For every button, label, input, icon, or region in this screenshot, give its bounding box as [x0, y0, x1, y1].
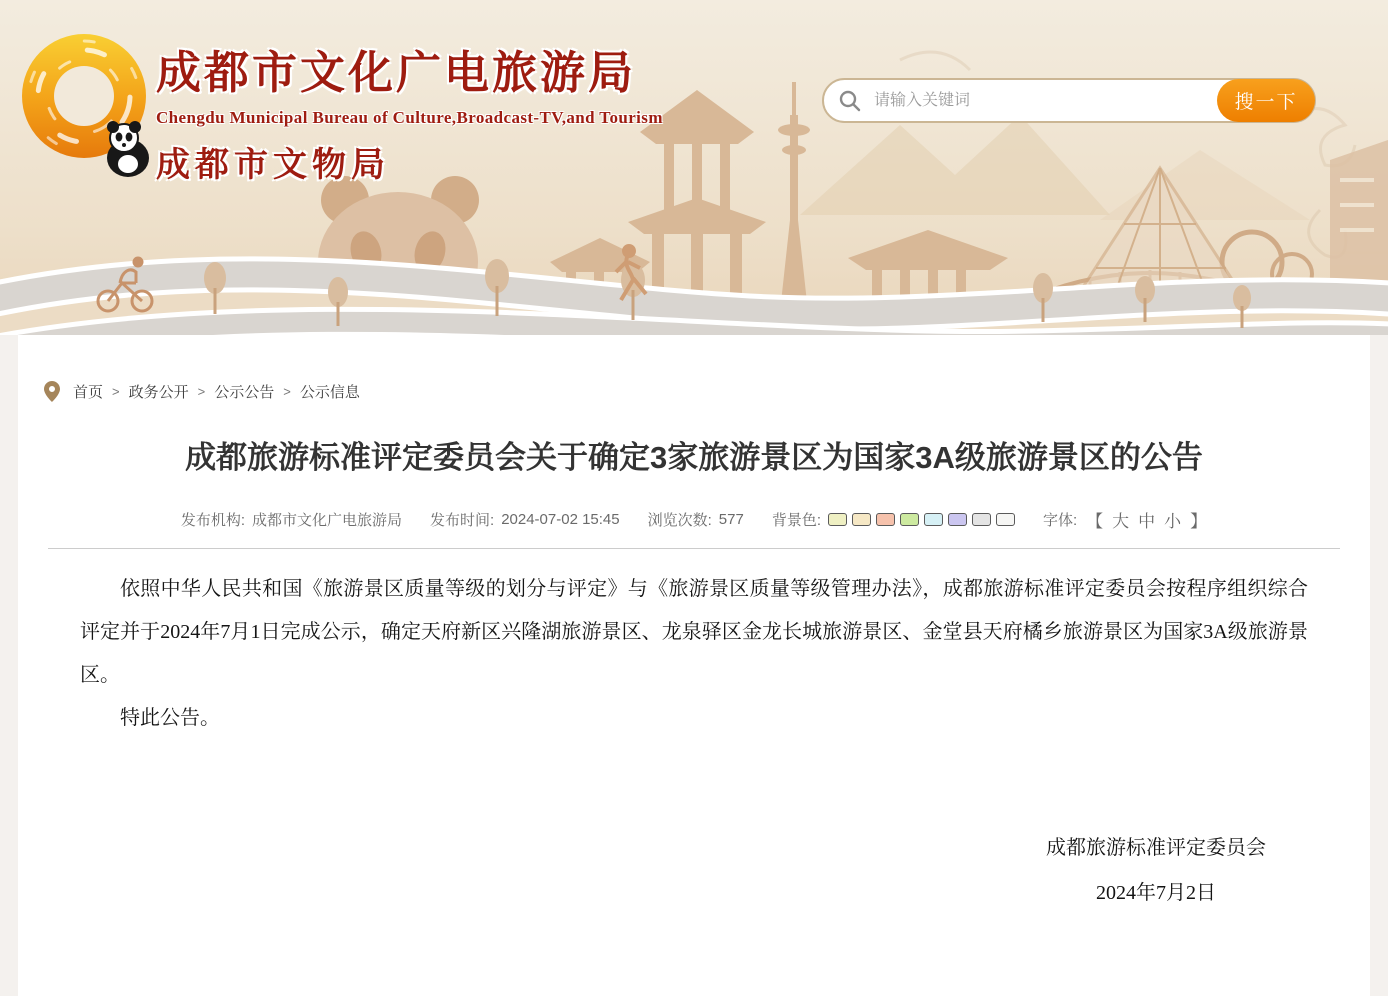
- breadcrumb-separator: >: [283, 384, 291, 399]
- search-button[interactable]: 搜一下: [1217, 79, 1315, 122]
- org-name-sub: 成都市文物局: [156, 147, 390, 184]
- org-name-en: Chengdu Municipal Bureau of Culture,Broadcast-TV,and Tourism: [156, 108, 663, 127]
- font-size-large[interactable]: 大: [1112, 512, 1130, 531]
- article-title: 成都旅游标准评定委员会关于确定3家旅游景区为国家3A级旅游景区的公告: [185, 440, 1203, 475]
- meta-font-label: 字体:: [1043, 512, 1078, 529]
- bgcolor-swatch-3[interactable]: [876, 513, 895, 526]
- article-paragraph: 特此公告。: [120, 707, 220, 729]
- org-name-cn: 成都市文化广电旅游局: [156, 48, 637, 98]
- article-meta: [18, 507, 1370, 532]
- bgcolor-swatch-7[interactable]: [972, 513, 991, 526]
- meta-time-value: 2024-07-02 15:45: [501, 511, 620, 528]
- bgcolor-swatch-4[interactable]: [900, 513, 919, 526]
- header-banner: [0, 0, 1388, 335]
- meta-views-value: 577: [718, 511, 744, 528]
- meta-publish-time: [430, 509, 620, 530]
- breadcrumb-item-notice-info[interactable]: 公示信息: [299, 384, 360, 401]
- bgcolor-swatches: [828, 513, 1015, 526]
- org-brand: [156, 36, 663, 186]
- bgcolor-swatch-2[interactable]: [852, 513, 871, 526]
- bgcolor-swatch-8[interactable]: [996, 513, 1015, 526]
- breadcrumb-separator: >: [197, 384, 206, 399]
- meta-publisher-label: 发布机构:: [180, 512, 245, 529]
- font-size-small[interactable]: 小: [1164, 512, 1182, 531]
- panda-icon: [107, 121, 149, 177]
- bgcolor-swatch-6[interactable]: [948, 513, 967, 526]
- signature-org: 成都旅游标准评定委员会: [1046, 837, 1266, 859]
- search-input[interactable]: [872, 91, 1217, 111]
- breadcrumb-item-govinfo[interactable]: 政务公开: [128, 384, 189, 401]
- meta-bgcolor-label: 背景色:: [771, 512, 821, 529]
- breadcrumb: [18, 335, 1370, 402]
- font-bracket-open: 【: [1086, 512, 1104, 531]
- search-bar: [822, 78, 1316, 123]
- search-icon: [838, 89, 862, 113]
- meta-views: [648, 509, 744, 530]
- meta-time-label: 发布时间:: [430, 512, 495, 529]
- meta-font-size: [1043, 507, 1207, 532]
- meta-publisher: [181, 509, 402, 530]
- breadcrumb-separator: >: [112, 384, 120, 399]
- org-logo[interactable]: [18, 28, 158, 180]
- article-body: [80, 568, 1308, 740]
- signature-block: [18, 826, 1266, 916]
- meta-views-label: 浏览次数:: [647, 512, 712, 529]
- font-bracket-close: 】: [1190, 512, 1208, 531]
- location-pin-icon: [44, 381, 60, 402]
- content-card: [18, 335, 1370, 996]
- meta-bgcolor: [772, 509, 1015, 530]
- meta-publisher-value: 成都市文化广电旅游局: [252, 512, 403, 529]
- breadcrumb-item-notices[interactable]: 公示公告: [214, 384, 275, 401]
- bgcolor-swatch-1[interactable]: [828, 513, 847, 526]
- bgcolor-swatch-5[interactable]: [924, 513, 943, 526]
- breadcrumb-item-home[interactable]: 首页: [73, 384, 104, 401]
- meta-divider: [48, 548, 1340, 549]
- signature-date: 2024年7月2日: [1096, 882, 1216, 904]
- font-size-medium[interactable]: 中: [1138, 512, 1156, 531]
- article-paragraph: 依照中华人民共和国《旅游景区质量等级的划分与评定》与《旅游景区质量等级管理办法》，成都旅游标准评定委员会按程序组织综合评定并于2024年7月1日完成公示，确定天府新区兴隆湖旅游景区、龙泉驿区金龙长城旅游景区、金堂县天府橘乡旅游景区为国家3A级旅游景区。: [80, 578, 1308, 686]
